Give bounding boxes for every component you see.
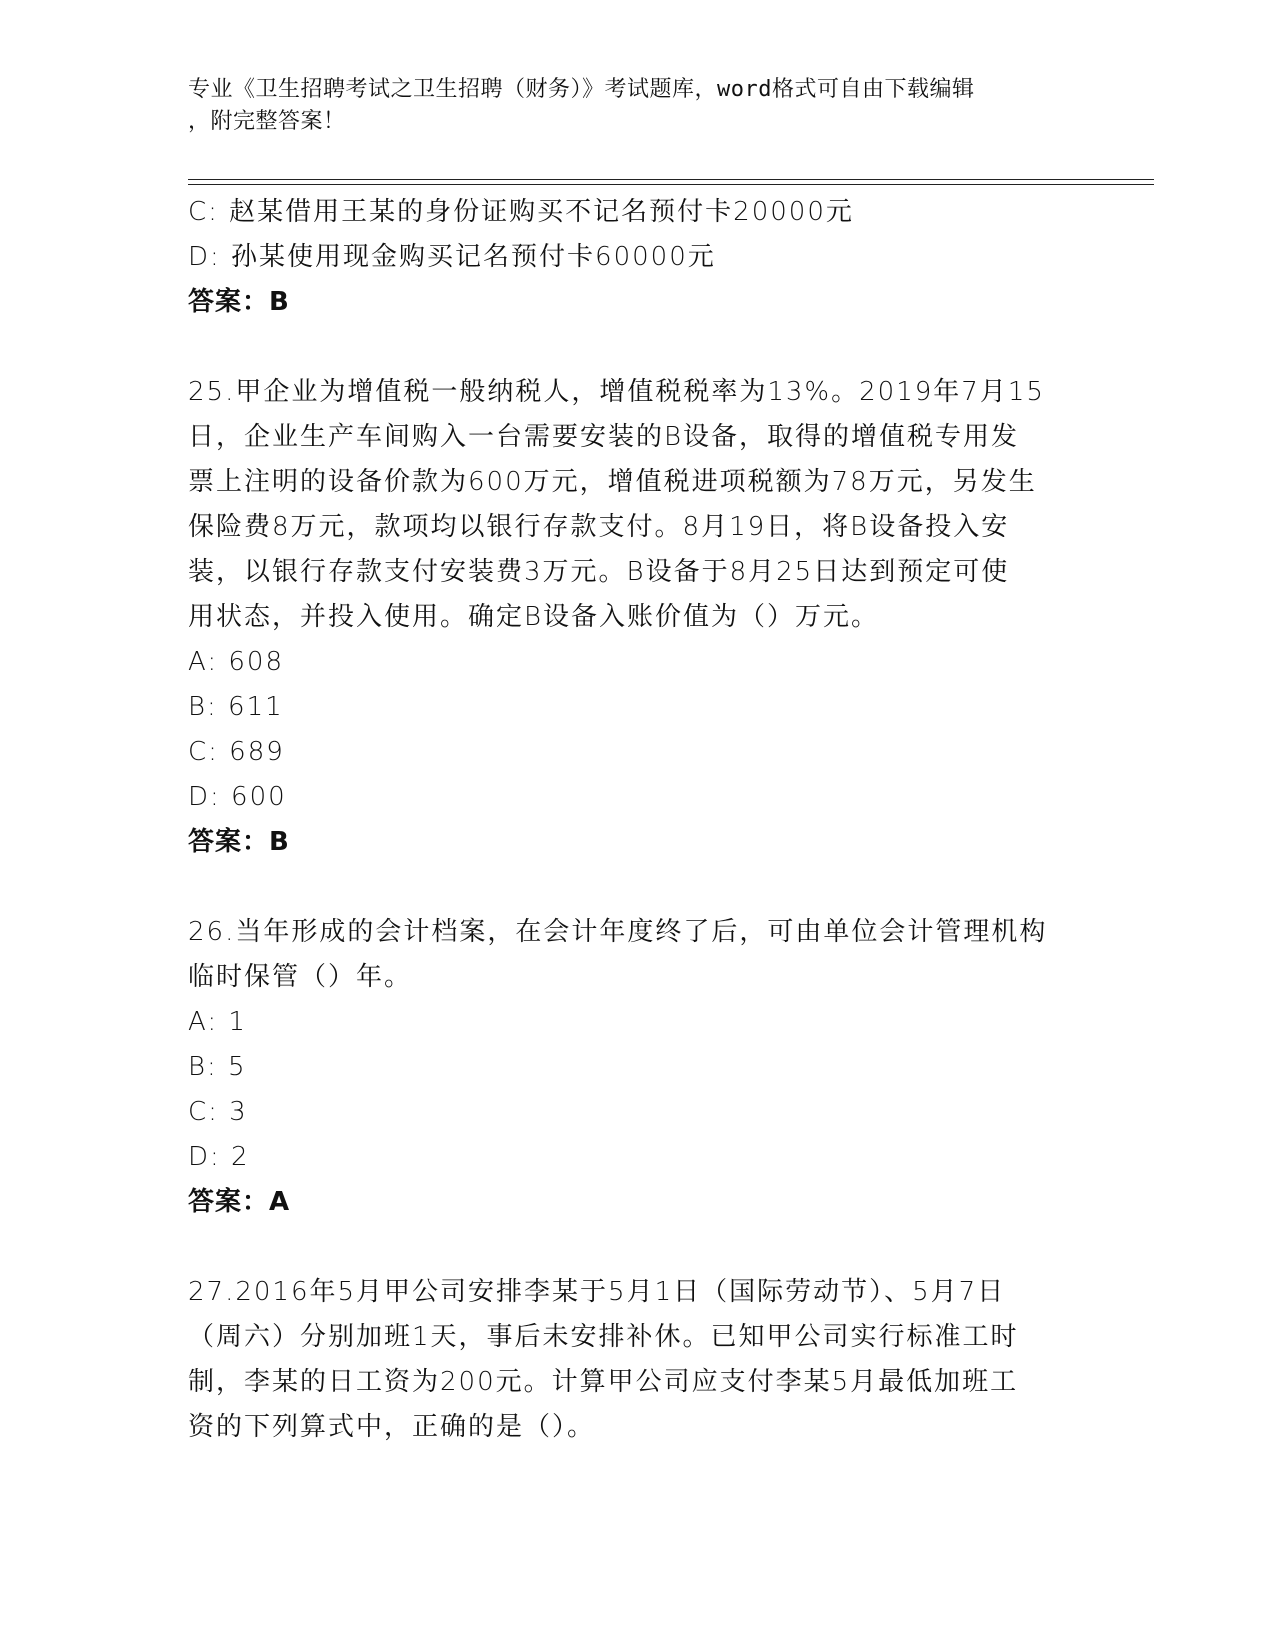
option-d: D: 孙某使用现金购买记名预付卡60000元 [188, 242, 716, 272]
question-text-line: 资的下列算式中，正确的是（）。 [188, 1412, 596, 1442]
document-header [188, 74, 1068, 138]
answer-label: 答案：B [188, 827, 290, 857]
option-c: C: 689 [188, 737, 285, 767]
option-d: D: 600 [188, 782, 287, 812]
option-c: C: 3 [188, 1097, 248, 1127]
question-content [188, 190, 1088, 1450]
question-text-line: 装，以银行存款支付安装费3万元。B设备于8月25日达到预定可使 [188, 557, 1010, 587]
option-b: B: 5 [188, 1052, 247, 1082]
header-title-line-2: ，附完整答案！ [188, 109, 346, 134]
question-text-line: 制，李某的日工资为200元。计算甲公司应支付李某5月最低加班工 [188, 1367, 1019, 1397]
question-text-line: 26.当年形成的会计档案，在会计年度终了后，可由单位会计管理机构 [188, 917, 1048, 947]
question-spacer [188, 1225, 1088, 1270]
question-text-line: 27.2016年5月甲公司安排李某于5月1日（国际劳动节）、5月7日 [188, 1277, 1006, 1307]
header-divider-top [188, 179, 1154, 180]
prev-question [188, 190, 1088, 325]
question-text-line: 票上注明的设备价款为600万元，增值税进项税额为78万元，另发生 [188, 467, 1037, 497]
option-d: D: 2 [188, 1142, 250, 1172]
question-text-line: 日，企业生产车间购入一台需要安装的B设备，取得的增值税专用发 [188, 422, 1020, 452]
header-divider-bottom [188, 184, 1154, 185]
option-a: A: 608 [188, 647, 284, 677]
question-spacer [188, 325, 1088, 370]
question-text-line: 临时保管（）年。 [188, 962, 413, 992]
question-text-line: （周六）分别加班1天，事后未安排补休。已知甲公司实行标准工时 [188, 1322, 1019, 1352]
question-text-line: 用状态，并投入使用。确定B设备入账价值为（）万元。 [188, 602, 880, 632]
question-text-line: 保险费8万元，款项均以银行存款支付。8月19日，将B设备投入安 [188, 512, 1010, 542]
question-25 [188, 370, 1088, 865]
question-26 [188, 910, 1088, 1225]
option-b: B: 611 [188, 692, 284, 722]
question-spacer [188, 865, 1088, 910]
question-text-line: 25.甲企业为增值税一般纳税人，增值税税率为13%。2019年7月15 [188, 377, 1045, 407]
option-a: A: 1 [188, 1007, 247, 1037]
header-title-line-1: 专业《卫生招聘考试之卫生招聘（财务）》考试题库，word格式可自由下载编辑 [188, 77, 975, 102]
answer-label: 答案：A [188, 1187, 291, 1217]
question-27 [188, 1270, 1088, 1450]
answer-label: 答案：B [188, 287, 290, 317]
option-c: C: 赵某借用王某的身份证购买不记名预付卡20000元 [188, 197, 854, 227]
